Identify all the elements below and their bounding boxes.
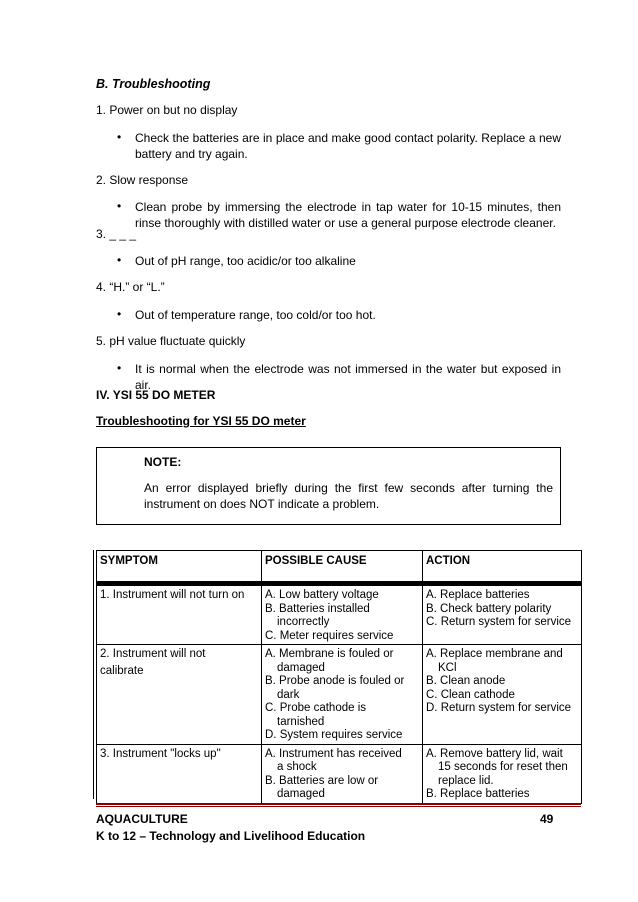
cause-line: C. Meter requires service: [265, 629, 394, 642]
bullet-text-1: Check the batteries are in place and make good contact polarity. Replace a new battery and try again.: [135, 131, 561, 161]
troubleshooting-table: [96, 550, 582, 804]
cause-line: incorrectly: [277, 616, 330, 628]
action-line: B. Replace batteries: [426, 788, 530, 800]
action-line: B. Check battery polarity: [426, 602, 552, 615]
footer-subtitle: K to 12 – Technology and Livelihood Education: [96, 829, 366, 843]
footer-rule-thin: [96, 806, 581, 807]
symptom-line: 2. Instrument will not: [100, 648, 206, 660]
bullet-text-3: Out of pH range, too acidic/or too alkaline: [135, 254, 356, 268]
table-row: [97, 744, 582, 803]
action-line: A. Replace batteries: [426, 589, 530, 601]
action-cell: [423, 584, 582, 645]
item-heading-5: 5. pH value fluctuate quickly: [96, 334, 246, 348]
footer-rule: [96, 803, 581, 805]
cause-line: tarnished: [277, 715, 325, 728]
cause-cell: [262, 584, 423, 645]
table-header-row: [97, 551, 582, 584]
page-number: 49: [540, 812, 554, 826]
table-row: [97, 584, 582, 645]
header-action: ACTION: [423, 551, 582, 584]
item-heading-3: 3. _ _ _: [96, 227, 137, 241]
action-line: A. Remove battery lid, wait: [426, 747, 563, 760]
action-line: KCl: [438, 661, 457, 674]
cause-line: B. Batteries installed: [265, 602, 370, 615]
cause-line: A. Instrument has received: [265, 747, 402, 760]
action-line: D. Return system for service: [426, 702, 572, 714]
bullet-text-4: Out of temperature range, too cold/or too hot.: [135, 308, 376, 322]
action-line: A. Replace membrane and: [426, 648, 563, 660]
cause-cell: [262, 645, 423, 745]
header-possible-cause: POSSIBLE CAUSE: [262, 551, 423, 584]
item-heading-4: 4. “H.” or “L.”: [96, 280, 165, 294]
action-line: 15 seconds for reset then: [438, 761, 568, 773]
action-line: C. Clean cathode: [426, 688, 515, 701]
bullet-3: •: [117, 253, 122, 267]
bullet-text-2: Clean probe by immersing the electrode in tap water for 10-15 minutes, then rinse thoroughly with distilled water or use a general purpose electrode cleaner.: [135, 200, 561, 230]
symptom-cell: [97, 584, 262, 645]
cause-line: C. Probe cathode is: [265, 702, 367, 714]
table-row: [97, 645, 582, 745]
bullet-text-5: It is normal when the electrode was not immersed in the water but exposed in air.: [135, 362, 561, 392]
cause-line: damaged: [277, 788, 325, 800]
symptom-cell: [97, 645, 262, 745]
bullet-1: •: [117, 130, 122, 144]
symptom-line: 3. Instrument "locks up": [100, 747, 221, 760]
action-line: C. Return system for service: [426, 616, 572, 628]
bullet-4: •: [117, 307, 122, 321]
ysi-heading: IV. YSI 55 DO METER: [96, 388, 216, 402]
cause-line: dark: [277, 688, 300, 701]
cause-line: A. Low battery voltage: [265, 589, 379, 601]
note-title: NOTE:: [144, 455, 182, 469]
symptom-line: calibrate: [100, 664, 144, 677]
item-heading-1: 1. Power on but no display: [96, 103, 238, 117]
bullet-5: •: [117, 361, 122, 375]
cause-line: A. Membrane is fouled or: [265, 648, 394, 660]
footer-title: AQUACULTURE: [96, 812, 188, 826]
symptom-line: 1. Instrument will not turn on: [100, 589, 245, 601]
header-symptom: SYMPTOM: [97, 551, 262, 584]
item-heading-2: 2. Slow response: [96, 173, 189, 187]
cause-line: damaged: [277, 661, 325, 674]
action-line: B. Clean anode: [426, 675, 506, 687]
action-line: replace lid.: [438, 774, 494, 787]
ysi-subheading: Troubleshooting for YSI 55 DO meter: [96, 414, 306, 428]
action-cell: [423, 744, 582, 803]
section-title: B. Troubleshooting: [96, 77, 211, 91]
cause-line: B. Batteries are low or: [265, 774, 379, 787]
note-text: An error displayed briefly during the first few seconds after turning the instrument on does NOT indicate a problem.: [144, 481, 553, 511]
cause-line: D. System requires service: [265, 729, 403, 741]
symptom-cell: [97, 744, 262, 803]
note-box: [96, 447, 561, 525]
cause-line: B. Probe anode is fouled or: [265, 675, 405, 687]
action-cell: [423, 645, 582, 745]
cause-cell: [262, 744, 423, 803]
cause-line: a shock: [277, 761, 317, 773]
bullet-2: •: [117, 199, 122, 213]
table-outer-border: [93, 550, 94, 799]
